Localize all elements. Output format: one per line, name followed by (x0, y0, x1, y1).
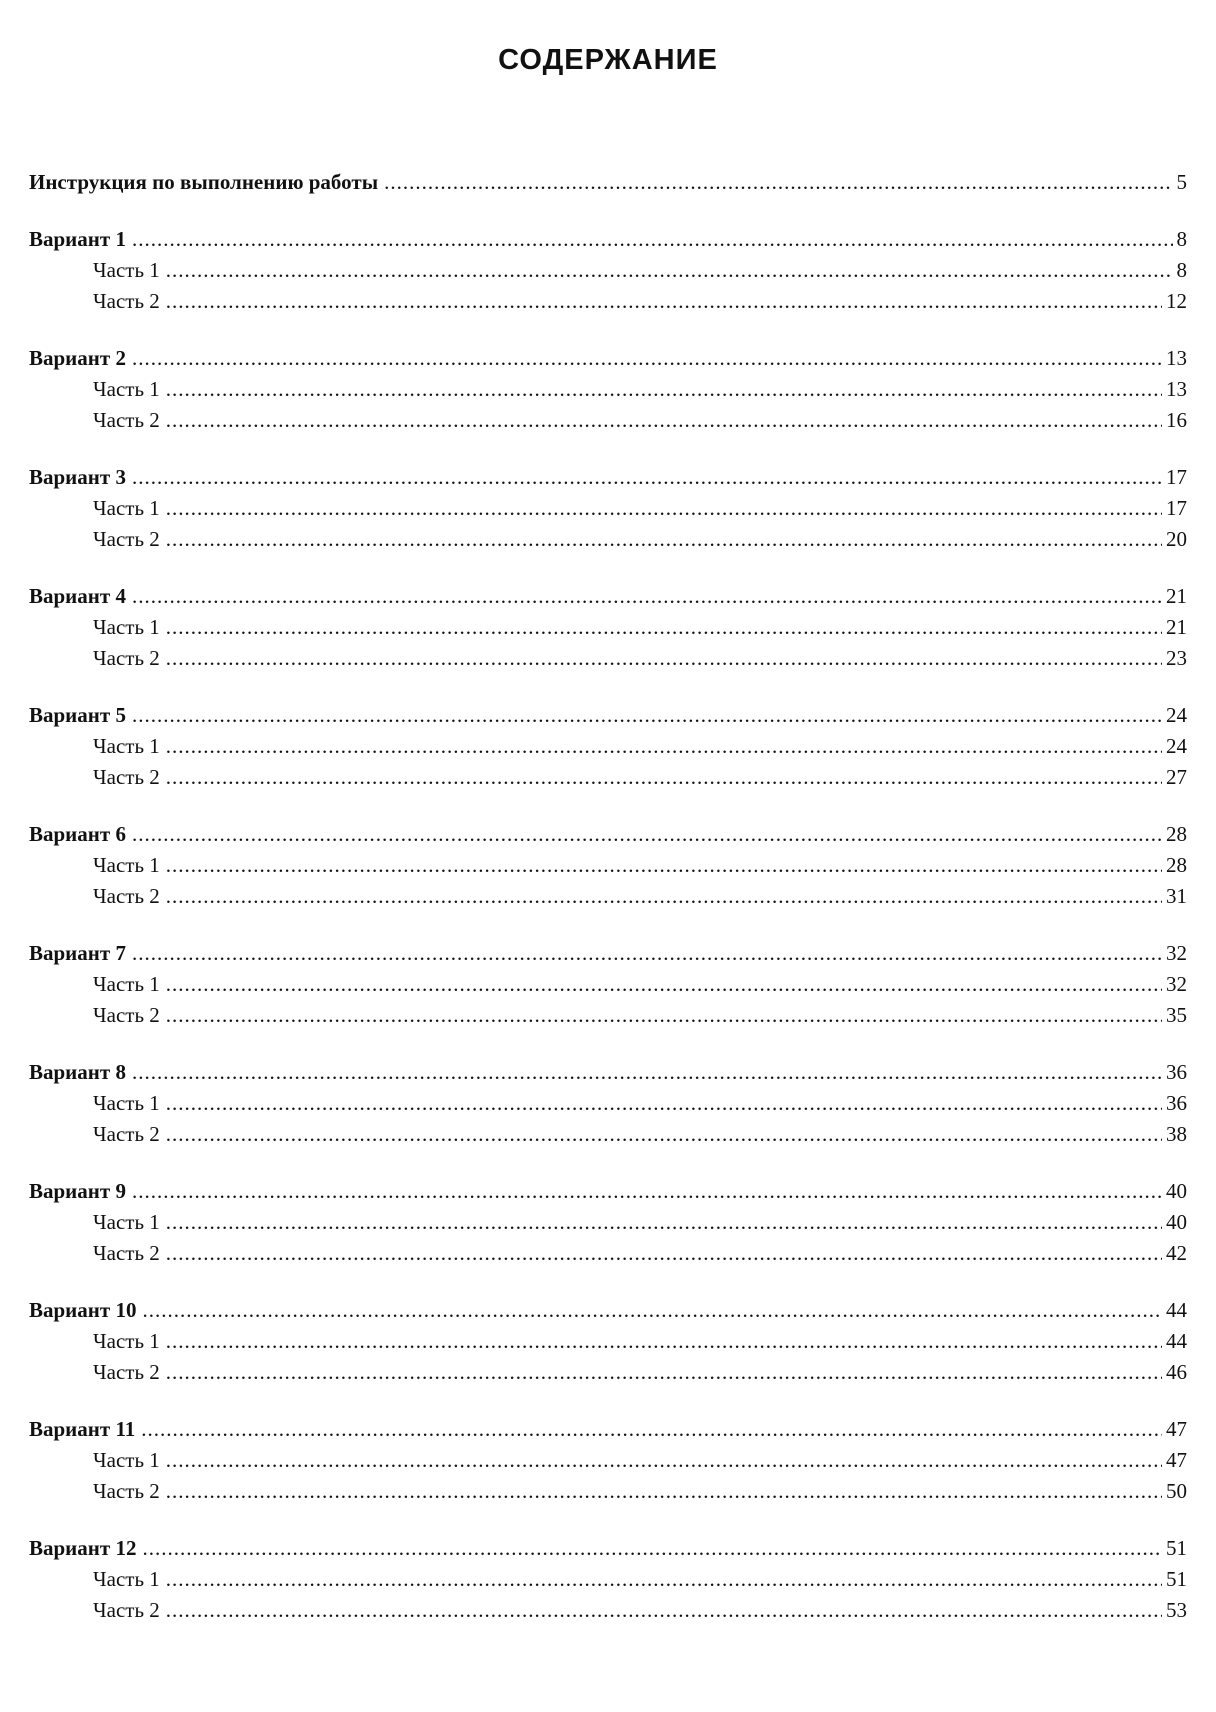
toc-entry-part[interactable] (29, 1357, 1187, 1388)
toc-entry-part[interactable] (29, 612, 1187, 643)
toc-entry-variant[interactable] (29, 1295, 1187, 1326)
toc-page-number: 24 (1166, 703, 1187, 727)
dot-leader (166, 524, 1162, 555)
toc-entry-variant[interactable] (29, 700, 1187, 731)
toc-page-number: 21 (1166, 584, 1187, 608)
dot-leader (132, 819, 1162, 850)
dot-leader (142, 1295, 1162, 1326)
toc-page-number: 50 (1166, 1479, 1187, 1503)
toc-entry-label: Часть 2 (93, 765, 160, 789)
toc-entry-variant[interactable] (29, 1533, 1187, 1564)
dot-leader (166, 1238, 1162, 1269)
toc-entry-label: Часть 1 (93, 377, 160, 401)
toc-entry-label: Вариант 11 (29, 1417, 136, 1441)
toc-entry-part[interactable] (29, 881, 1187, 912)
dot-leader (166, 1445, 1162, 1476)
toc-entry-label: Часть 1 (93, 1210, 160, 1234)
toc-entry-variant[interactable] (29, 581, 1187, 612)
toc-page-number: 16 (1166, 408, 1187, 432)
dot-leader (166, 405, 1162, 436)
toc-entry-label: Часть 2 (93, 1003, 160, 1027)
toc-entry-label: Вариант 6 (29, 822, 126, 846)
dot-leader (132, 700, 1162, 731)
toc-entry-instructions[interactable] (29, 167, 1187, 198)
toc-page-number: 36 (1166, 1091, 1187, 1115)
toc-entry-label: Часть 1 (93, 853, 160, 877)
toc-entry-variant[interactable] (29, 462, 1187, 493)
toc-entry-label: Часть 1 (93, 734, 160, 758)
toc-page-number: 46 (1166, 1360, 1187, 1384)
toc-page-number: 28 (1166, 853, 1187, 877)
toc-entry-part[interactable] (29, 850, 1187, 881)
toc-entry-variant[interactable] (29, 1176, 1187, 1207)
dot-leader (132, 938, 1162, 969)
dot-leader (384, 167, 1172, 198)
toc-entry-part[interactable] (29, 1238, 1187, 1269)
toc-page-number: 44 (1166, 1298, 1187, 1322)
dot-leader (132, 1057, 1162, 1088)
toc-entry-label: Вариант 1 (29, 227, 126, 251)
toc-entry-variant[interactable] (29, 938, 1187, 969)
toc-page-number: 51 (1166, 1536, 1187, 1560)
toc-page-number: 5 (1176, 170, 1187, 194)
toc-entry-part[interactable] (29, 1207, 1187, 1238)
toc-page-number: 44 (1166, 1329, 1187, 1353)
dot-leader (132, 343, 1162, 374)
toc-entry-part[interactable] (29, 1564, 1187, 1595)
toc-page-number: 42 (1166, 1241, 1187, 1265)
toc-entry-label: Часть 2 (93, 1241, 160, 1265)
toc-page-number: 47 (1166, 1448, 1187, 1472)
toc-entry-label: Вариант 10 (29, 1298, 137, 1322)
dot-leader (132, 581, 1162, 612)
toc-page-number: 23 (1166, 646, 1187, 670)
toc-entry-label: Вариант 2 (29, 346, 126, 370)
dot-leader (166, 969, 1162, 1000)
dot-leader (166, 1326, 1162, 1357)
variants-list (29, 224, 1187, 1626)
toc-entry-label: Вариант 7 (29, 941, 126, 965)
toc-entry-label: Часть 1 (93, 1091, 160, 1115)
toc-page-number: 51 (1166, 1567, 1187, 1591)
toc-entry-label: Часть 1 (93, 496, 160, 520)
toc-entry-part[interactable] (29, 1326, 1187, 1357)
toc-entry-label: Часть 2 (93, 1598, 160, 1622)
dot-leader (166, 255, 1173, 286)
dot-leader (166, 1357, 1162, 1388)
toc-entry-part[interactable] (29, 643, 1187, 674)
toc-entry-label: Часть 2 (93, 289, 160, 313)
toc-entry-part[interactable] (29, 1000, 1187, 1031)
dot-leader (132, 1176, 1162, 1207)
toc-entry-part[interactable] (29, 374, 1187, 405)
toc-page-number: 40 (1166, 1210, 1187, 1234)
toc-entry-label: Вариант 8 (29, 1060, 126, 1084)
toc-entry-label: Часть 1 (93, 972, 160, 996)
toc-entry-part[interactable] (29, 524, 1187, 555)
toc-entry-part[interactable] (29, 255, 1187, 286)
toc-page-number: 12 (1166, 289, 1187, 313)
dot-leader (166, 374, 1162, 405)
toc-entry-part[interactable] (29, 493, 1187, 524)
dot-leader (166, 1476, 1162, 1507)
dot-leader (166, 850, 1162, 881)
toc-entry-label: Часть 2 (93, 1479, 160, 1503)
toc-entry-variant[interactable] (29, 1414, 1187, 1445)
dot-leader (166, 1000, 1162, 1031)
toc-page-number: 20 (1166, 527, 1187, 551)
dot-leader (166, 1119, 1162, 1150)
toc-entry-variant[interactable] (29, 224, 1187, 255)
toc-entry-label: Вариант 5 (29, 703, 126, 727)
toc-entry-part[interactable] (29, 731, 1187, 762)
dot-leader (166, 1564, 1162, 1595)
toc-page-number: 27 (1166, 765, 1187, 789)
dot-leader (166, 1088, 1162, 1119)
dot-leader (166, 1595, 1162, 1626)
toc-entry-label: Часть 1 (93, 258, 160, 282)
toc-entry-label: Вариант 12 (29, 1536, 137, 1560)
toc-page-number: 31 (1166, 884, 1187, 908)
toc-entry-part[interactable] (29, 1119, 1187, 1150)
toc-entry-part[interactable] (29, 969, 1187, 1000)
dot-leader (166, 731, 1162, 762)
toc-entry-label: Часть 1 (93, 1448, 160, 1472)
toc-entry-variant[interactable] (29, 819, 1187, 850)
toc-entry-label: Часть 2 (93, 884, 160, 908)
dot-leader (166, 286, 1162, 317)
toc-page-number: 32 (1166, 941, 1187, 965)
dot-leader (166, 762, 1162, 793)
toc-entry-label: Часть 2 (93, 408, 160, 432)
toc-page-number: 28 (1166, 822, 1187, 846)
dot-leader (141, 1414, 1162, 1445)
dot-leader (166, 643, 1162, 674)
toc-page-number: 32 (1166, 972, 1187, 996)
toc-page-number: 13 (1166, 377, 1187, 401)
dot-leader (166, 881, 1162, 912)
toc-page-number: 47 (1166, 1417, 1187, 1441)
toc-entry-part[interactable] (29, 1088, 1187, 1119)
toc-page-number: 8 (1176, 258, 1187, 282)
toc-page-number: 21 (1166, 615, 1187, 639)
toc-entry-part[interactable] (29, 762, 1187, 793)
toc-page-number: 40 (1166, 1179, 1187, 1203)
toc-page-number: 53 (1166, 1598, 1187, 1622)
toc-entry-variant[interactable] (29, 1057, 1187, 1088)
toc-entry-label: Вариант 9 (29, 1179, 126, 1203)
toc-page-number: 38 (1166, 1122, 1187, 1146)
dot-leader (142, 1533, 1162, 1564)
toc-entry-part[interactable] (29, 1445, 1187, 1476)
toc-page-number: 8 (1176, 227, 1187, 251)
dot-leader (166, 493, 1162, 524)
toc-entry-part[interactable] (29, 1595, 1187, 1626)
dot-leader (166, 1207, 1162, 1238)
toc-page-number: 24 (1166, 734, 1187, 758)
toc-entry-part[interactable] (29, 1476, 1187, 1507)
dot-leader (132, 224, 1173, 255)
table-of-contents (29, 167, 1187, 1626)
toc-page-number: 35 (1166, 1003, 1187, 1027)
toc-entry-label: Инструкция по выполнению работы (29, 170, 379, 194)
toc-entry-label: Часть 1 (93, 1567, 160, 1591)
page-title: СОДЕРЖАНИЕ (498, 44, 718, 76)
toc-entry-part[interactable] (29, 405, 1187, 436)
dot-leader (166, 612, 1162, 643)
toc-page-number: 17 (1166, 465, 1187, 489)
toc-page-number: 36 (1166, 1060, 1187, 1084)
dot-leader (132, 462, 1162, 493)
toc-page-number: 17 (1166, 496, 1187, 520)
toc-entry-label: Часть 2 (93, 646, 160, 670)
toc-entry-label: Вариант 3 (29, 465, 126, 489)
toc-page-number: 13 (1166, 346, 1187, 370)
toc-entry-label: Часть 1 (93, 615, 160, 639)
toc-entry-label: Часть 2 (93, 1122, 160, 1146)
toc-entry-label: Часть 1 (93, 1329, 160, 1353)
toc-entry-variant[interactable] (29, 343, 1187, 374)
toc-entry-label: Часть 2 (93, 1360, 160, 1384)
toc-entry-label: Часть 2 (93, 527, 160, 551)
toc-entry-part[interactable] (29, 286, 1187, 317)
toc-entry-label: Вариант 4 (29, 584, 126, 608)
